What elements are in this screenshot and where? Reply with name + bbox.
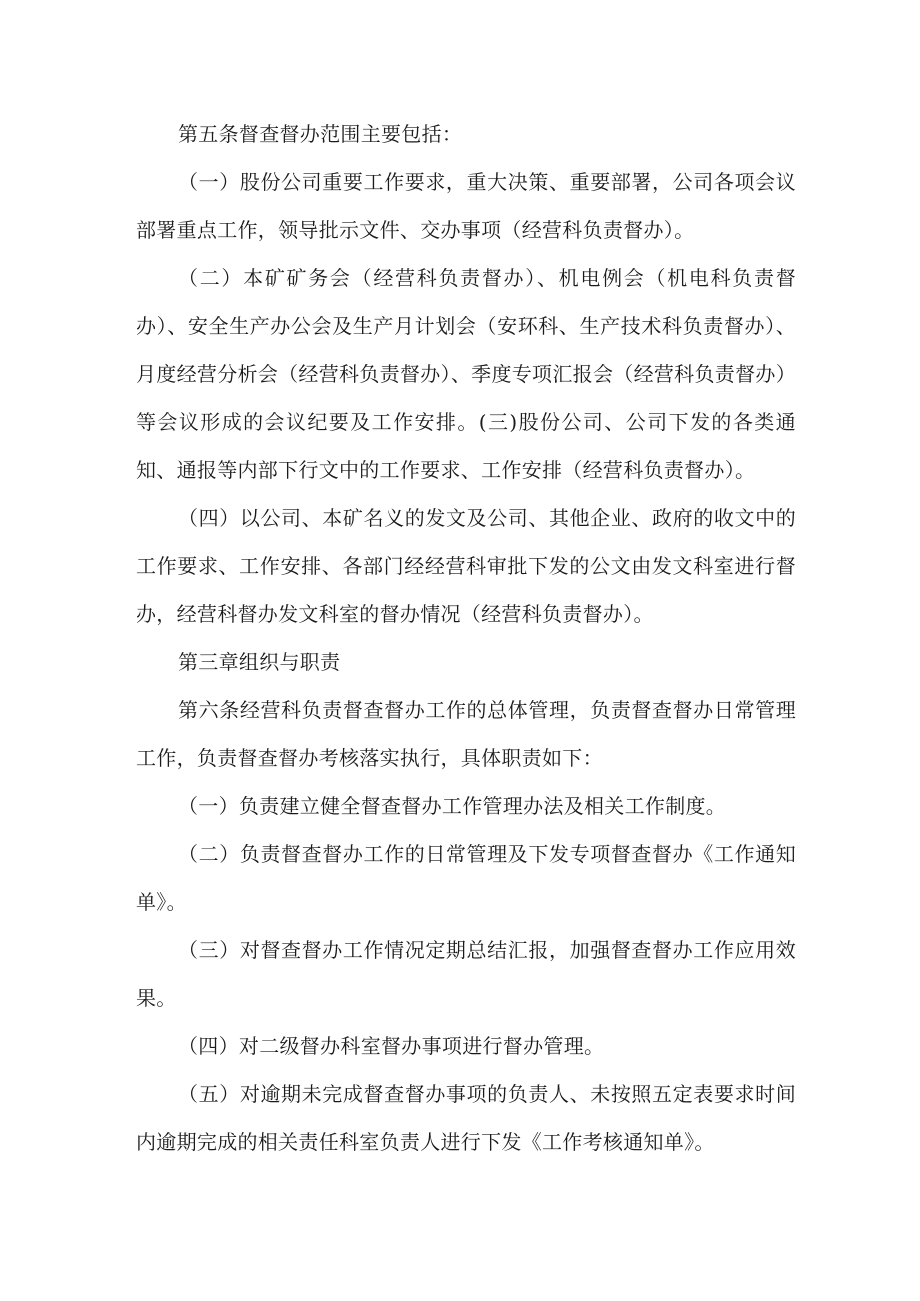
- article-6-intro: 第六条经营科负责督查督办工作的总体管理，负责督查督办日常管理工作，负责督查督办考核落实执行，具体职责如下：: [136, 698, 796, 770]
- scope-item-1: （一）股份公司重要工作要求，重大决策、重要部署，公司各项会议部署重点工作，领导批示文件、交办事项（经营科负责督办）。: [136, 170, 796, 242]
- scope-item-2-3: （二）本矿矿务会（经营科负责督办）、机电例会（机电科负责督办）、安全生产办公会及生产月计划会（安环科、生产技术科负责督办）、月度经营分析会（经营科负责督办）、季度专项汇报会（经营科负责督办）等会议形成的会议纪要及工作安排。(三)股份公司、公司下发的各类通知、通报等内部下行文中的工作要求、工作安排（经营科负责督办）。: [136, 266, 796, 482]
- duty-item-4: （四）对二级督办科室督办事项进行督办管理。: [178, 1034, 605, 1058]
- article-5-heading: 第五条督查督办范围主要包括：: [178, 122, 463, 146]
- chapter-3-heading: 第三章组织与职责: [178, 650, 341, 674]
- duty-item-3: （三）对督查督办工作情况定期总结汇报，加强督查督办工作应用效果。: [136, 938, 796, 1010]
- duty-item-2: （二）负责督查督办工作的日常管理及下发专项督查督办《工作通知单》。: [136, 842, 796, 914]
- duty-item-5: （五）对逾期未完成督查督办事项的负责人、未按照五定表要求时间内逾期完成的相关责任科室负责人进行下发《工作考核通知单》。: [136, 1082, 796, 1154]
- duty-item-1: （一）负责建立健全督查督办工作管理办法及相关工作制度。: [178, 794, 727, 818]
- scope-item-4: （四）以公司、本矿名义的发文及公司、其他企业、政府的收文中的工作要求、工作安排、各部门经经营科审批下发的公文由发文科室进行督办，经营科督办发文科室的督办情况（经营科负责督办）。: [136, 506, 796, 626]
